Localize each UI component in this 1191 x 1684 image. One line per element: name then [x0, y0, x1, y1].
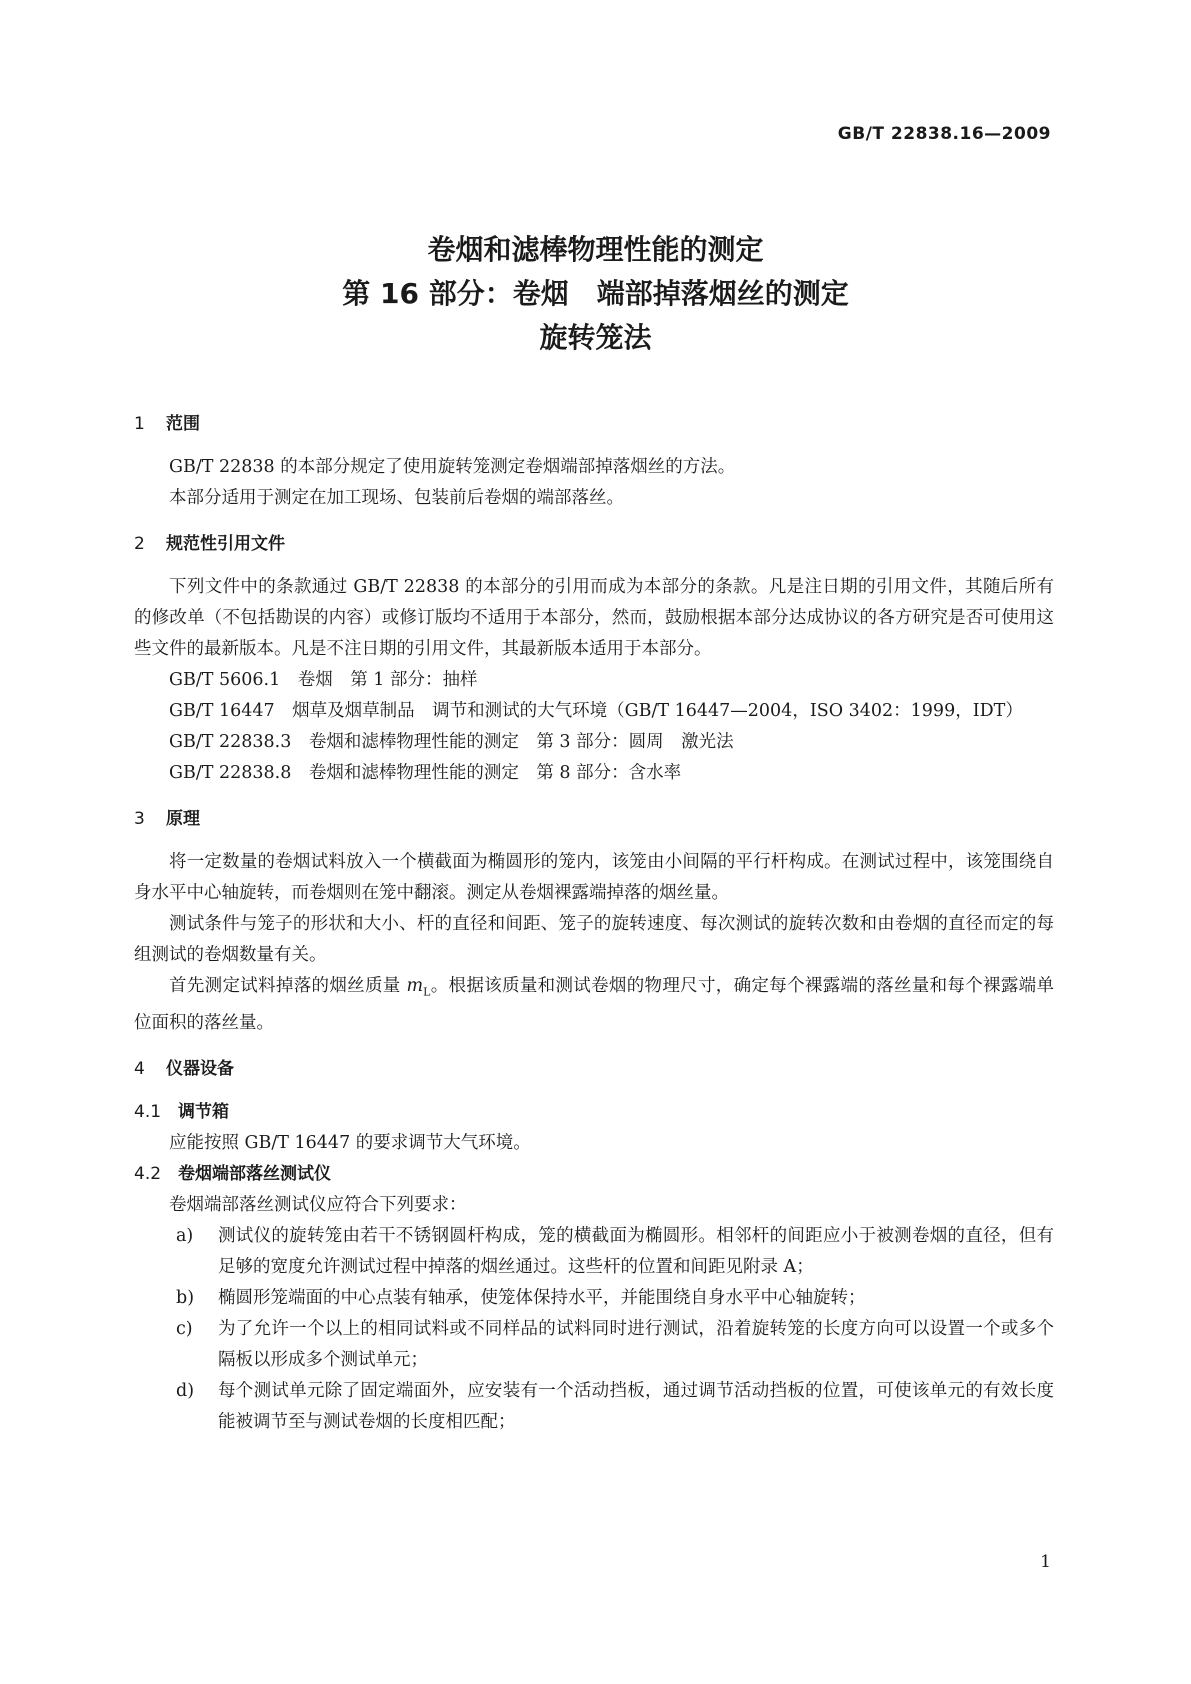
document-title: [0, 228, 1191, 360]
section-title: 规范性引用文件: [166, 534, 285, 554]
normative-reference: GB/T 22838.8 卷烟和滤棒物理性能的测定 第 8 部分：含水率: [169, 763, 682, 783]
mass-symbol: m: [406, 976, 424, 996]
section-number: 3: [134, 809, 145, 829]
subsection-4-2-heading: [134, 1159, 1054, 1190]
list-item: [134, 1283, 1054, 1314]
section-1-paragraph: GB/T 22838 的本部分规定了使用旋转笼测定卷烟端部掉落烟丝的方法。: [169, 457, 736, 477]
list-marker: a): [176, 1225, 194, 1246]
section-2-heading: [134, 530, 1054, 558]
section-3-paragraph: 测试条件与笼子的形状和大小、杆的直径和间距、笼子的旋转速度、每次测试的旋转次数和由卷烟的直径而定的每组测试的卷烟数量有关。: [134, 914, 1054, 965]
paragraph-text: 首先测定试料掉落的烟丝质量: [169, 976, 407, 996]
standard-number: GB/T 22838.16—2009: [837, 124, 1051, 144]
normative-reference: GB/T 5606.1 卷烟 第 1 部分：抽样: [169, 670, 478, 690]
section-3-paragraph: 将一定数量的卷烟试料放入一个横截面为椭圆形的笼内，该笼由小间隔的平行杆构成。在测试过程中，该笼围绕自身水平中心轴旋转，而卷烟则在笼中翻滚。测定从卷烟裸露端掉落的烟丝量。: [134, 852, 1054, 903]
section-2-paragraph: 下列文件中的条款通过 GB/T 22838 的本部分的引用而成为本部分的条款。凡是注日期的引用文件，其随后所有的修改单（不包括勘误的内容）或修订版均不适用于本部分，然而，鼓励根据本部分达成协议的各方研究是否可使用这些文件的最新版本。凡是不注日期的引用文件，其最新版本适用于本部分。: [134, 577, 1054, 659]
section-3-paragraph: [134, 971, 1054, 1039]
section-title: 仪器设备: [166, 1058, 234, 1079]
list-marker: d): [176, 1380, 195, 1401]
list-item: [134, 1314, 1054, 1376]
page-number: 1: [1040, 1552, 1051, 1572]
list-text: 为了允许一个以上的相同试料或不同样品的试料同时进行测试，沿着旋转笼的长度方向可以设置一个或多个隔板以形成多个测试单元；: [218, 1318, 1054, 1370]
section-title: 范围: [166, 414, 200, 434]
list-text: 椭圆形笼端面的中心点装有轴承，使笼体保持水平，并能围绕自身水平中心轴旋转；: [218, 1287, 866, 1308]
subsection-number: 4.2: [134, 1163, 162, 1184]
section-number: 1: [134, 414, 145, 434]
normative-reference: GB/T 22838.3 卷烟和滤棒物理性能的测定 第 3 部分：圆周 激光法: [169, 732, 734, 752]
subsection-title: 调节箱: [178, 1101, 229, 1122]
subsection-4-1-paragraph: 应能按照 GB/T 16447 的要求调节大气环境。: [169, 1132, 531, 1153]
list-text: 测试仪的旋转笼由若干不锈钢圆杆构成，笼的横截面为椭圆形。相邻杆的间距应小于被测卷烟的直径，但有足够的宽度允许测试过程中掉落的烟丝通过。这些杆的位置和间距见附录 A；: [218, 1225, 1054, 1277]
list-text: 每个测试单元除了固定端面外，应安装有一个活动挡板，通过调节活动挡板的位置，可使该单元的有效长度能被调节至与测试卷烟的长度相匹配；: [218, 1380, 1054, 1432]
section-number: 2: [134, 534, 145, 554]
list-marker: b): [176, 1287, 195, 1308]
paragraph-text: 。根据该质量和测试卷烟的物理尺寸，确定每个裸露端的落丝量和每个裸露端单位面积的落丝量。: [134, 976, 1055, 1033]
subsection-number: 4.1: [134, 1101, 162, 1122]
list-marker: c): [176, 1318, 193, 1339]
section-3-heading: [134, 805, 1054, 833]
title-line-1: 卷烟和滤棒物理性能的测定: [427, 233, 764, 266]
subsection-title: 卷烟端部落丝测试仪: [178, 1163, 331, 1184]
section-title: 原理: [166, 809, 200, 829]
document-body: [134, 410, 1054, 1438]
normative-reference: GB/T 16447 烟草及烟草制品 调节和测试的大气环境（GB/T 16447—2004，ISO 3402：1999，IDT）: [169, 701, 1023, 721]
title-line-3: 旋转笼法: [539, 321, 652, 354]
title-line-2: 第 16 部分：卷烟 端部掉落烟丝的测定: [342, 277, 849, 310]
mass-subscript: L: [423, 985, 431, 999]
subsection-4-2-paragraph: 卷烟端部落丝测试仪应符合下列要求：: [169, 1194, 467, 1215]
section-4-heading: [134, 1055, 1054, 1083]
section-number: 4: [134, 1058, 145, 1079]
subsection-4-1-heading: [134, 1097, 1054, 1128]
section-1-paragraph: 本部分适用于测定在加工现场、包装前后卷烟的端部落丝。: [169, 488, 624, 508]
section-1-heading: [134, 410, 1054, 438]
list-item: [134, 1376, 1054, 1438]
list-item: [134, 1221, 1054, 1283]
